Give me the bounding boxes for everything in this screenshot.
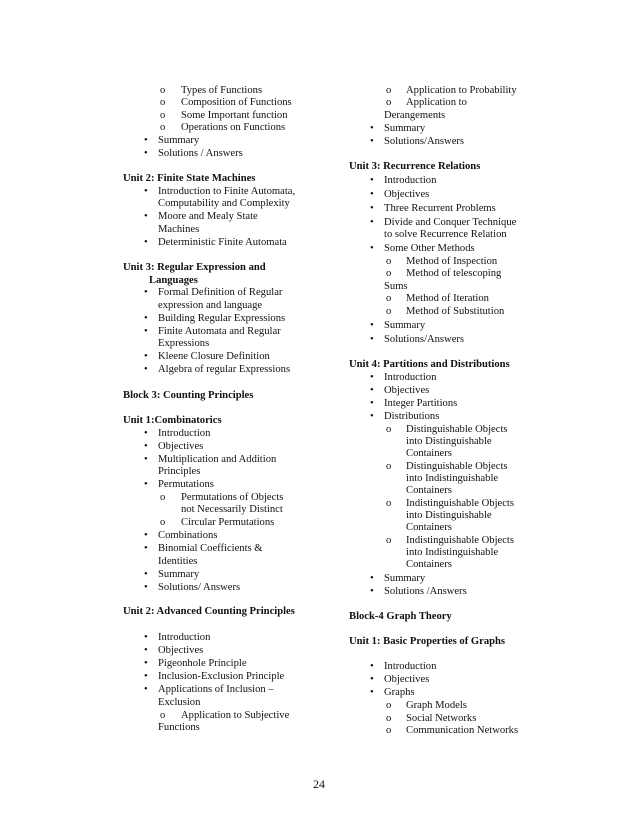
toc-entry: Solutions/Answers: [384, 136, 465, 147]
toc-entry: Objectives: [158, 645, 204, 656]
section-heading: Unit 1:Combinatorics: [123, 415, 222, 426]
toc-entry: Distributions: [384, 411, 440, 422]
bullet-icon: •: [144, 148, 148, 159]
toc-entry: Finite Automata and Regular: [158, 326, 281, 337]
circle-bullet-icon: o: [386, 498, 392, 509]
bullet-icon: •: [144, 645, 148, 656]
toc-entry: Containers: [406, 485, 452, 496]
toc-entry: Moore and Mealy State: [158, 211, 258, 222]
toc-entry: Solutions/ Answers: [158, 582, 241, 593]
toc-entry: Divide and Conquer Technique: [384, 217, 517, 228]
toc-entry: Communication Networks: [406, 725, 519, 736]
section-heading: Unit 2: Advanced Counting Principles: [123, 606, 295, 617]
bullet-icon: •: [144, 186, 148, 197]
bullet-icon: •: [144, 326, 148, 337]
bullet-icon: •: [370, 175, 374, 186]
toc-entry: Binomial Coefficients &: [158, 543, 263, 554]
toc-entry: into Distinguishable: [406, 436, 492, 447]
toc-entry: Some Important function: [181, 110, 288, 121]
toc-entry: Introduction: [384, 661, 437, 672]
section-heading: Unit 2: Finite State Machines: [123, 173, 256, 184]
toc-entry: Method of Inspection: [406, 256, 498, 267]
bullet-icon: •: [370, 217, 374, 228]
bullet-icon: •: [144, 684, 148, 695]
circle-bullet-icon: o: [386, 268, 392, 279]
toc-entry: Graph Models: [406, 700, 467, 711]
bullet-icon: •: [370, 203, 374, 214]
toc-entry: Application to Subjective: [181, 710, 290, 721]
bullet-icon: •: [370, 136, 374, 147]
circle-bullet-icon: o: [386, 256, 392, 267]
bullet-icon: •: [370, 398, 374, 409]
circle-bullet-icon: o: [160, 492, 166, 503]
section-heading: Languages: [149, 275, 198, 286]
toc-entry: Objectives: [158, 441, 204, 452]
circle-bullet-icon: o: [160, 97, 166, 108]
bullet-icon: •: [370, 687, 374, 698]
toc-entry: Application to: [406, 97, 467, 108]
toc-entry: Method of Substitution: [406, 306, 505, 317]
toc-entry: Permutations of Objects: [181, 492, 284, 503]
toc-entry: Algebra of regular Expressions: [158, 364, 291, 375]
bullet-icon: •: [144, 351, 148, 362]
toc-entry: Sums: [384, 281, 408, 292]
bullet-icon: •: [144, 582, 148, 593]
toc-entry: Machines: [158, 224, 200, 235]
toc-entry: Deterministic Finite Automata: [158, 237, 287, 248]
toc-entry: Some Other Methods: [384, 243, 475, 254]
bullet-icon: •: [370, 385, 374, 396]
bullet-icon: •: [144, 632, 148, 643]
toc-entry: to solve Recurrence Relation: [384, 229, 507, 240]
toc-entry: Pigeonhole Principle: [158, 658, 247, 669]
toc-entry: Summary: [384, 320, 426, 331]
toc-entry: not Necessarily Distinct: [181, 504, 283, 515]
circle-bullet-icon: o: [160, 85, 166, 96]
bullet-icon: •: [370, 661, 374, 672]
bullet-icon: •: [144, 237, 148, 248]
toc-entry: Introduction: [158, 428, 211, 439]
toc-entry: Objectives: [384, 674, 430, 685]
section-heading: Unit 3: Regular Expression and: [123, 262, 266, 273]
toc-entry: Objectives: [384, 385, 430, 396]
toc-entry: Distinguishable Objects: [406, 461, 508, 472]
bullet-icon: •: [370, 573, 374, 584]
bullet-icon: •: [144, 530, 148, 541]
toc-entry: Containers: [406, 522, 452, 533]
toc-entry: Application to Probability: [406, 85, 517, 96]
toc-entry: Graphs: [384, 687, 415, 698]
toc-entry: Three Recurrent Problems: [384, 203, 496, 214]
toc-entry: Summary: [158, 569, 200, 580]
bullet-icon: •: [144, 313, 148, 324]
toc-entry: Introduction: [384, 372, 437, 383]
toc-entry: into Indistinguishable: [406, 547, 499, 558]
toc-entry: Introduction: [384, 175, 437, 186]
circle-bullet-icon: o: [386, 700, 392, 711]
toc-entry: Summary: [158, 135, 200, 146]
circle-bullet-icon: o: [386, 97, 392, 108]
toc-entry: Multiplication and Addition: [158, 454, 277, 465]
toc-entry: Permutations: [158, 479, 214, 490]
toc-entry: Introduction: [158, 632, 211, 643]
toc-entry: Containers: [406, 559, 452, 570]
circle-bullet-icon: o: [386, 535, 392, 546]
toc-entry: into Indistinguishable: [406, 473, 499, 484]
circle-bullet-icon: o: [160, 122, 166, 133]
toc-entry: Combinations: [158, 530, 218, 541]
bullet-icon: •: [370, 334, 374, 345]
bullet-icon: •: [144, 454, 148, 465]
toc-entry: Indistinguishable Objects: [406, 535, 514, 546]
toc-entry: Objectives: [384, 189, 430, 200]
circle-bullet-icon: o: [386, 725, 392, 736]
toc-entry: Functions: [158, 722, 200, 733]
toc-entry: expression and language: [158, 300, 263, 311]
page-number: 24: [313, 777, 325, 791]
toc-entry: Inclusion-Exclusion Principle: [158, 671, 285, 682]
bullet-icon: •: [370, 320, 374, 331]
bullet-icon: •: [370, 674, 374, 685]
bullet-icon: •: [144, 211, 148, 222]
toc-entry: Containers: [406, 448, 452, 459]
circle-bullet-icon: o: [386, 85, 392, 96]
toc-entry: Types of Functions: [181, 85, 263, 96]
toc-entry: Introduction to Finite Automata,: [158, 186, 296, 197]
bullet-icon: •: [144, 428, 148, 439]
bullet-icon: •: [144, 569, 148, 580]
toc-entry: Applications of Inclusion –: [158, 684, 274, 695]
toc-entry: Exclusion: [158, 697, 201, 708]
bullet-icon: •: [144, 479, 148, 490]
toc-entry: Formal Definition of Regular: [158, 287, 283, 298]
toc-entry: Operations on Functions: [181, 122, 286, 133]
circle-bullet-icon: o: [386, 424, 392, 435]
section-heading: Block-4 Graph Theory: [349, 611, 452, 622]
toc-entry: Kleene Closure Definition: [158, 351, 270, 362]
toc-entry: Summary: [384, 573, 426, 584]
toc-entry: Computability and Complexity: [158, 198, 290, 209]
section-heading: Unit 1: Basic Properties of Graphs: [349, 636, 506, 647]
toc-entry: Expressions: [158, 338, 210, 349]
circle-bullet-icon: o: [386, 293, 392, 304]
bullet-icon: •: [144, 287, 148, 298]
toc-entry: Building Regular Expressions: [158, 313, 286, 324]
toc-entry: Circular Permutations: [181, 517, 275, 528]
toc-entry: Method of telescoping: [406, 268, 502, 279]
toc-entry: Indistinguishable Objects: [406, 498, 514, 509]
bullet-icon: •: [144, 671, 148, 682]
toc-entry: Identities: [158, 556, 198, 567]
section-heading: Unit 3: Recurrence Relations: [349, 161, 481, 172]
circle-bullet-icon: o: [160, 710, 166, 721]
bullet-icon: •: [370, 411, 374, 422]
toc-entry: Distinguishable Objects: [406, 424, 508, 435]
bullet-icon: •: [370, 372, 374, 383]
bullet-icon: •: [144, 135, 148, 146]
toc-entry: Composition of Functions: [181, 97, 292, 108]
toc-entry: Social Networks: [406, 713, 477, 724]
bullet-icon: •: [144, 543, 148, 554]
circle-bullet-icon: o: [386, 461, 392, 472]
bullet-icon: •: [370, 586, 374, 597]
bullet-icon: •: [144, 441, 148, 452]
bullet-icon: •: [144, 658, 148, 669]
toc-entry: Solutions / Answers: [158, 148, 243, 159]
circle-bullet-icon: o: [386, 306, 392, 317]
circle-bullet-icon: o: [160, 110, 166, 121]
toc-entry: Solutions/Answers: [384, 334, 465, 345]
bullet-icon: •: [370, 123, 374, 134]
section-heading: Unit 4: Partitions and Distributions: [349, 359, 510, 370]
toc-entry: Integer Partitions: [384, 398, 458, 409]
bullet-icon: •: [144, 364, 148, 375]
toc-entry: Principles: [158, 466, 201, 477]
toc-entry: Derangements: [384, 110, 446, 121]
circle-bullet-icon: o: [160, 517, 166, 528]
toc-entry: Method of Iteration: [406, 293, 489, 304]
circle-bullet-icon: o: [386, 713, 392, 724]
bullet-icon: •: [370, 189, 374, 200]
bullet-icon: •: [370, 243, 374, 254]
toc-entry: Summary: [384, 123, 426, 134]
section-heading: Block 3: Counting Principles: [123, 390, 254, 401]
toc-entry: into Distinguishable: [406, 510, 492, 521]
toc-entry: Solutions /Answers: [384, 586, 467, 597]
